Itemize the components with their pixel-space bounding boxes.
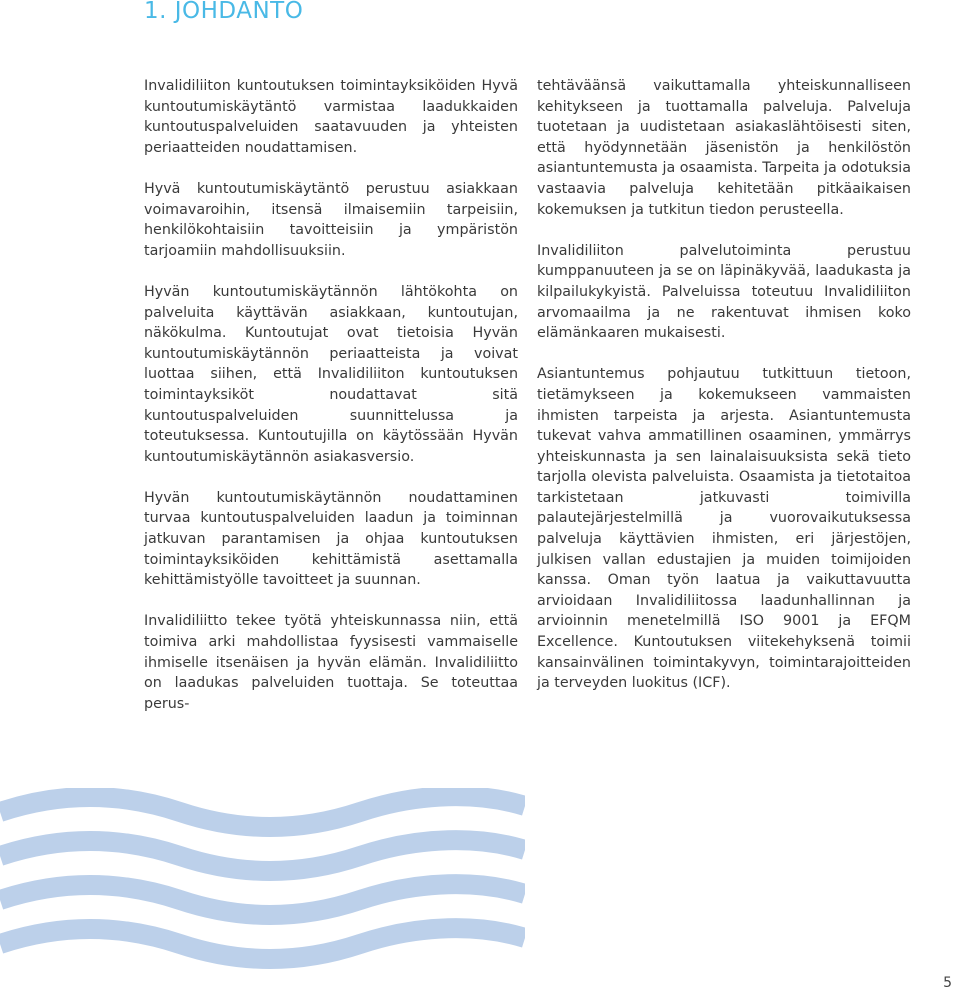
paragraph: Hyvä kuntoutumiskäytäntö perustuu asiakkaan voimavaroihin, itsensä ilmaisemiin tarpeisiin, henkilökohtaisiin tavoitteisiin ja ympäristön tarjoamiin mahdollisuuksiin. <box>144 180 518 259</box>
left-text-column <box>144 76 518 735</box>
wave-stripe <box>0 884 525 915</box>
chapter-heading: 1. JOHDANTO <box>144 0 304 24</box>
wave-stripe <box>0 796 525 827</box>
paragraph: Invalidiliiton palvelutoiminta perustuu kumppanuuteen ja se on läpinäkyvää, laadukasta ja kilpailukykyistä. Palveluissa toteutuu Invalidiliiton arvomaailma ja ne rakentuvat ihmisen koko elämänkaaren mukaisesti. <box>537 242 911 342</box>
wave-stripe <box>0 840 525 871</box>
right-text-column <box>537 76 911 714</box>
paragraph: Invalidiliiton kuntoutuksen toimintayksiköiden Hyvä kuntoutumiskäytäntö varmistaa laadukkaiden kuntoutuspalveluiden saatavuuden ja yhteisten periaatteiden noudattamisen. <box>144 78 518 156</box>
wave-stripe <box>0 928 525 959</box>
paragraph: tehtäväänsä vaikuttamalla yhteiskunnalliseen kehitykseen ja tuottamalla palveluja. Palveluja tuotetaan ja uudistetaan asiakaslähtöisesti siten, että hyödynnetään jäsenistön ja henkilöstön asiantuntemusta ja osaamista. Tarpeita ja odotuksia vastaavia palveluja kehitetään pitkäaikaisen kokemuksen ja tutkitun tiedon perusteella. <box>537 78 912 218</box>
paragraph: Asiantuntemus pohjautuu tutkittuun tietoon, tietämykseen ja kokemukseen vammaisten ihmisten tarpeista ja arjesta. Asiantuntemusta tukevat vahva ammatillinen osaaminen, ymmärrys yhteiskunnasta ja sen lainalaisuuksista sekä tieto tarjolla olevista palveluista. Osaamista ja tietotaitoa tarkistetaan jatkuvasti toimivilla palautejärjestelmillä ja vuorovaikutuksessa palveluja käyttävien ihmisten, eri järjestöjen, julkisen vallan edustajien ja muiden toimijoiden kanssa. Oman työn laatua ja vaikuttavuutta arvioidaan Invalidiliitossa laadunhallinnan ja arvioinnin menetelmillä ISO 9001 ja EFQM Excellence. Kuntoutuksen viitekehyksenä toimii kansainvälinen toimintakyvyn, toimintarajoitteiden ja terveyden luokitus (ICF). <box>537 366 911 692</box>
paragraph: Hyvän kuntoutumiskäytännön noudattaminen turvaa kuntoutuspalveluiden laadun ja toiminnan jatkuvan parantamisen ja ohjaa kuntoutuksen toimintayksiköiden kehittämistä asettamalla kehittämistyölle tavoitteet ja suunnan. <box>144 489 518 589</box>
page-number: 5 <box>943 975 952 991</box>
paragraph: Hyvän kuntoutumiskäytännön lähtökohta on palveluita käyttävän asiakkaan, kuntoutujan, näkökulma. Kuntoutujat ovat tietoisia Hyvän kuntoutumiskäytännön periaatteista ja voivat luottaa siihen, että Invalidiliiton kuntoutuksen toimintayksiköt noudattavat sitä kuntoutuspalveluiden suunnittelussa ja toteutuksessa. Kuntoutujilla on käytössään Hyvän kuntoutumiskäytännön asiakasversio. <box>144 283 518 465</box>
paragraph: Invalidiliitto tekee työtä yhteiskunnassa niin, että toimiva arki mahdollistaa fyysisesti vammaiselle ihmiselle itsenäisen ja hyvän elämän. Invalidiliitto on laadukas palveluiden tuottaja. Se toteuttaa perus- <box>144 613 518 712</box>
wave-decoration <box>0 788 525 978</box>
